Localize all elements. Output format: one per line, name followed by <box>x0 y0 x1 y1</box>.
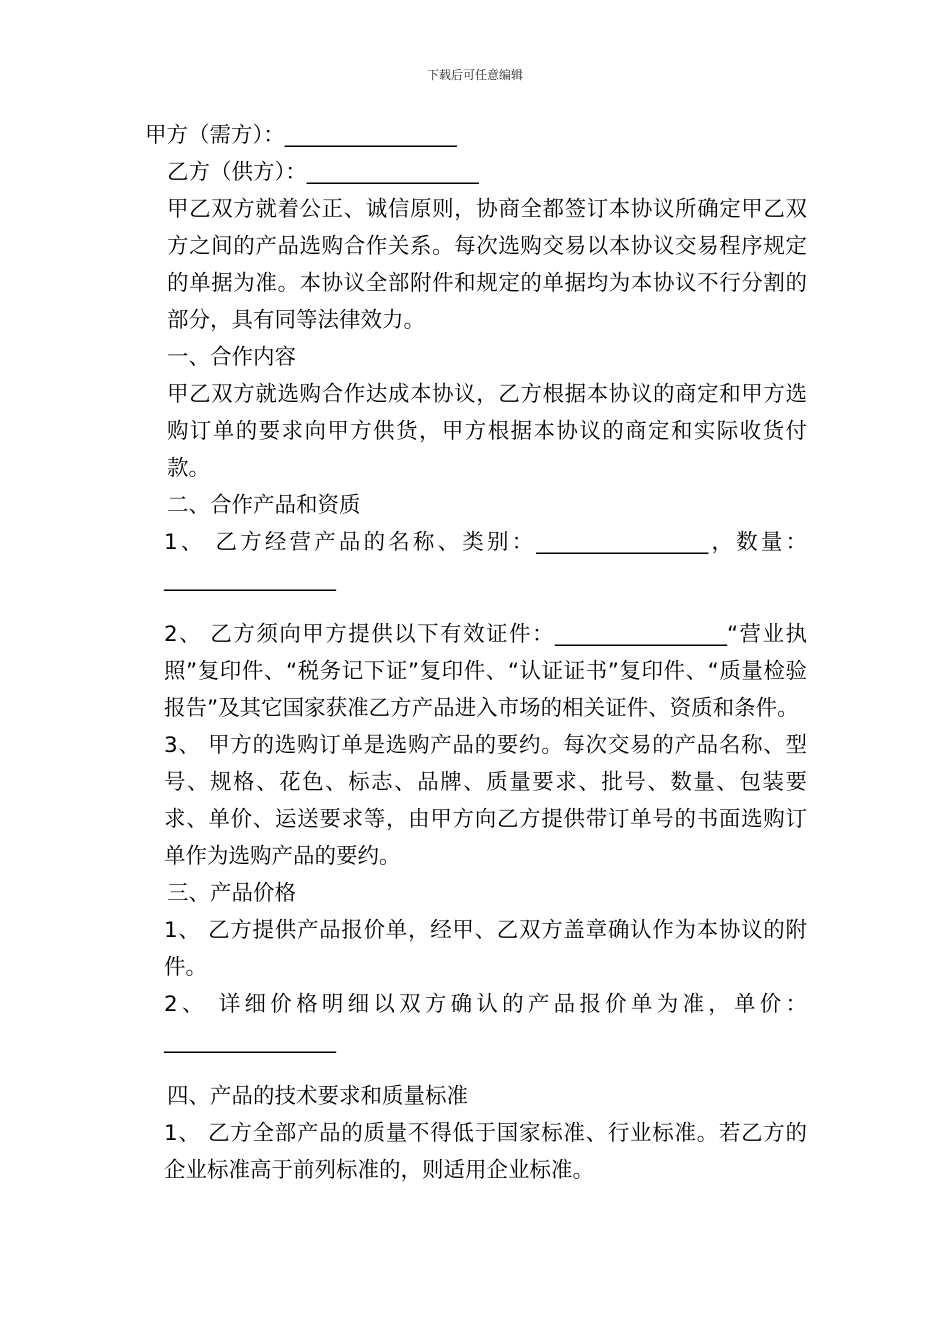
section-heading-1: 一、合作内容 <box>167 345 297 370</box>
section-2-item-2: 2、 乙方须向甲方提供以下有效证件：________________“营业执照”复印件、“税务记下证”复印件、“认证证书”复印件、“质量检验报告”及其它国家获准乙方产品进入市场的相关证件、资质和条件。 <box>164 622 807 721</box>
section-heading-4: 四、产品的技术要求和质量标准 <box>167 1084 469 1109</box>
section-4-item-1: 1、 乙方全部产品的质量不得低于国家标准、行业标准。若乙方的企业标准高于前列标准的，则适用企业标准。 <box>164 1121 807 1183</box>
document-body <box>145 117 807 1189</box>
page-header: 下载后可任意编辑 <box>426 68 523 82</box>
party-b-line: 乙方（供方）：________________ <box>167 160 479 185</box>
section-heading-3: 三、产品价格 <box>167 881 297 906</box>
section-1-paragraph: 甲乙双方就选购合作达成本协议，乙方根据本协议的商定和甲方选购订单的要求向甲方供货，甲方根据本协议的商定和实际收货付款。 <box>167 382 807 481</box>
section-3-item-1: 1、 乙方提供产品报价单，经甲、乙双方盖章确认作为本协议的附件。 <box>164 918 807 980</box>
section-heading-2: 二、合作产品和资质 <box>167 493 361 518</box>
section-2-item-3: 3、 甲方的选购订单是选购产品的要约。每次交易的产品名称、型号、规格、花色、标志、品牌、质量要求、批号、数量、包装要求、单价、运送要求等，由甲方向乙方提供带订单号的书面选购订单作为选购产品的要约。 <box>164 733 807 869</box>
intro-paragraph: 甲乙双方就着公正、诚信原则，协商全都签订本协议所确定甲乙双方之间的产品选购合作关系。每次选购交易以本协议交易程序规定的单据为准。本协议全部附件和规定的单据均为本协议不行分割的部分，具有同等法律效力。 <box>167 197 807 333</box>
party-a-line: 甲方（需方）：________________ <box>145 123 457 148</box>
section-3-item-2: 2、 详细价格明细以双方确认的产品报价单为准，单价：________________ <box>164 992 807 1054</box>
section-2-item-1: 1、 乙方经营产品的名称、类别：________________，数量：________________ <box>164 530 807 592</box>
